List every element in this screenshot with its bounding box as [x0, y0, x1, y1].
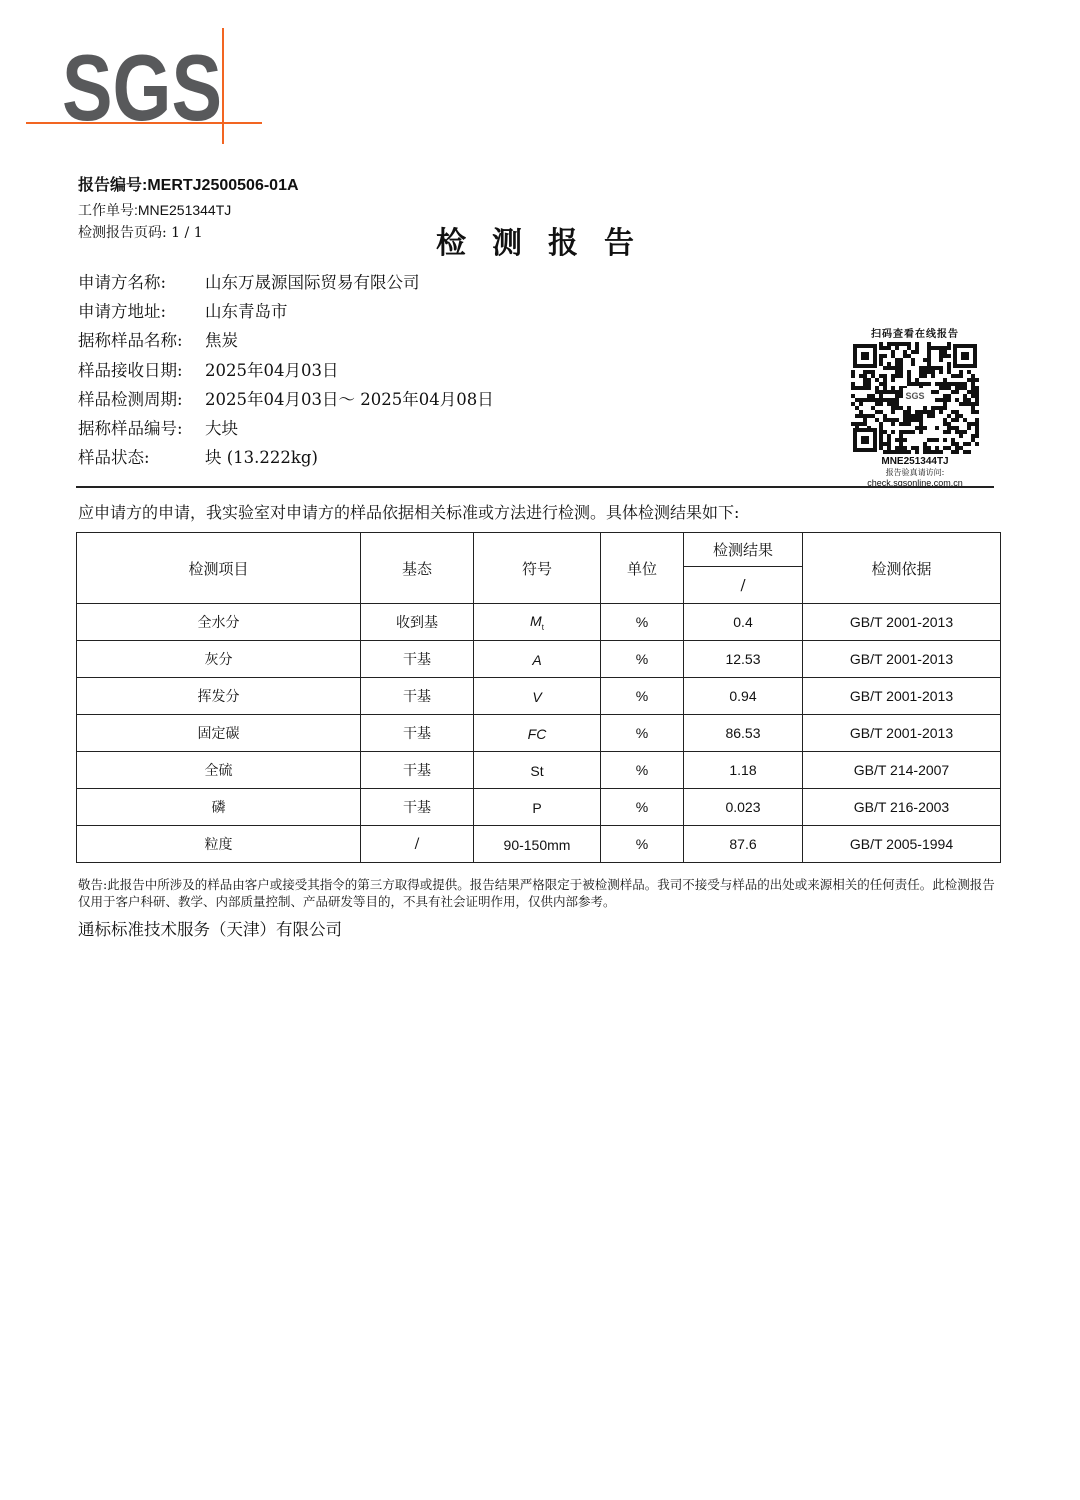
cell-item: 全硫: [77, 752, 361, 789]
col-header-item: 检测项目: [77, 533, 361, 604]
cell-method: GB/T 216-2003: [803, 789, 1001, 826]
info-value: 山东青岛市: [205, 301, 288, 321]
svg-text:SGS: SGS: [905, 391, 925, 401]
cell-result: 87.6: [684, 826, 803, 863]
qr-verification: [848, 325, 982, 488]
cell-symbol: [474, 752, 601, 789]
cell-symbol: [474, 789, 601, 826]
cell-result: 0.94: [684, 678, 803, 715]
cell-unit: %: [601, 789, 684, 826]
info-label: 申请方地址:: [78, 301, 167, 321]
results-table: [76, 532, 1001, 863]
cell-basis: 收到基: [361, 604, 474, 641]
col-header-unit: 单位: [601, 533, 684, 604]
info-row-applicant-name: [78, 266, 494, 295]
cell-result: 0.023: [684, 789, 803, 826]
info-value: 2025年04月03日～ 2025年04月08日: [205, 389, 494, 409]
symbol-text: St: [530, 762, 544, 779]
table-header-row: [77, 533, 1001, 567]
col-header-method: 检测依据: [803, 533, 1001, 604]
cell-unit: %: [601, 752, 684, 789]
cell-method: GB/T 2001-2013: [803, 678, 1001, 715]
info-value: 焦炭: [205, 331, 238, 351]
info-value: 山东万晟源国际贸易有限公司: [205, 272, 420, 292]
table-row: [77, 715, 1001, 752]
qr-caption: 扫码查看在线报告: [871, 329, 959, 340]
cell-basis: 干基: [361, 752, 474, 789]
info-row-sample-name: [78, 325, 494, 354]
cell-item: 磷: [77, 789, 361, 826]
cell-item: 粒度: [77, 826, 361, 863]
cell-basis: 干基: [361, 678, 474, 715]
intro-text: 应申请方的申请，我实验室对申请方的样品依据相关标准或方法进行检测。具体检测结果如下:: [78, 503, 740, 522]
info-value: 块 (13.222kg): [205, 448, 318, 468]
cell-unit: %: [601, 715, 684, 752]
cell-result: 86.53: [684, 715, 803, 752]
info-label: 据称样品编号:: [78, 419, 183, 439]
table-row: [77, 604, 1001, 641]
company-name: 通标标准技术服务（天津）有限公司: [78, 920, 342, 939]
cell-unit: %: [601, 678, 684, 715]
info-label: 据称样品名称:: [78, 331, 183, 351]
col-header-result: 检测结果: [684, 533, 803, 567]
cell-unit: %: [601, 826, 684, 863]
cell-symbol: [474, 715, 601, 752]
cell-basis: 干基: [361, 715, 474, 752]
qr-verify-tip: 报告验真请访问:: [885, 468, 945, 477]
symbol-subscript: t: [541, 623, 544, 633]
table-row: [77, 752, 1001, 789]
cell-item: 固定碳: [77, 715, 361, 752]
info-label: 样品检测周期:: [78, 389, 183, 409]
cell-item: 挥发分: [77, 678, 361, 715]
qr-code-icon[interactable]: [851, 342, 979, 454]
cell-unit: %: [601, 604, 684, 641]
table-row: [77, 641, 1001, 678]
info-value: 2025年04月03日: [205, 360, 339, 380]
cell-basis: 干基: [361, 641, 474, 678]
disclaimer-notice: 敬告:此报告中所涉及的样品由客户或接受其指令的第三方取得或提供。报告结果严格限定于被检测样品。我司不接受与样品的出处或来源相关的任何责任。此检测报告仅用于客户科研、教学、内部质量控制、产品研发等目的，不具有社会证明作用，仅供内部参考。: [78, 877, 995, 909]
info-row-applicant-address: [78, 295, 494, 324]
cell-item: 全水分: [77, 604, 361, 641]
svg-text:SGS: SGS: [62, 35, 222, 140]
cell-method: GB/T 2001-2013: [803, 715, 1001, 752]
report-number: 报告编号:MERTJ2500506-01A: [78, 177, 299, 194]
col-header-symbol: 符号: [474, 533, 601, 604]
col-header-basis: 基态: [361, 533, 474, 604]
cell-method: GB/T 2001-2013: [803, 641, 1001, 678]
cell-basis: /: [361, 826, 474, 863]
symbol-text: V: [532, 688, 542, 705]
qr-code-number: MNE251344TJ: [881, 456, 949, 467]
info-row-sample-number: [78, 412, 494, 441]
cell-symbol: [474, 826, 601, 863]
qr-verify-url[interactable]: check.sgsonline.com.cn: [867, 478, 963, 488]
page-number: 检测报告页码: 1 / 1: [78, 225, 203, 241]
cell-symbol: [474, 641, 601, 678]
symbol-text: P: [532, 799, 542, 816]
section-divider: [76, 486, 994, 488]
table-row: [77, 789, 1001, 826]
symbol-text: M: [530, 613, 542, 630]
cell-method: GB/T 2005-1994: [803, 826, 1001, 863]
cell-basis: 干基: [361, 789, 474, 826]
cell-method: GB/T 2001-2013: [803, 604, 1001, 641]
info-label: 申请方名称:: [78, 272, 167, 292]
sample-info: [78, 266, 494, 471]
info-row-sample-state: [78, 442, 494, 471]
cell-symbol: [474, 604, 601, 641]
col-header-result-sub: /: [684, 567, 803, 604]
symbol-text: A: [532, 651, 542, 668]
cell-result: 1.18: [684, 752, 803, 789]
symbol-text: 90-150mm: [503, 836, 571, 853]
cell-method: GB/T 214-2007: [803, 752, 1001, 789]
table-row: [77, 678, 1001, 715]
cell-result: 0.4: [684, 604, 803, 641]
work-order-number: 工作单号:MNE251344TJ: [78, 202, 232, 218]
cell-result: 12.53: [684, 641, 803, 678]
cell-symbol: [474, 678, 601, 715]
sgs-logo: [26, 28, 262, 144]
info-row-test-period: [78, 383, 494, 412]
info-row-received-date: [78, 354, 494, 383]
info-label: 样品接收日期:: [78, 360, 183, 380]
symbol-text: FC: [527, 725, 547, 742]
cell-unit: %: [601, 641, 684, 678]
info-label: 样品状态:: [78, 448, 150, 468]
page-title: 检测报告: [436, 226, 660, 261]
cell-item: 灰分: [77, 641, 361, 678]
info-value: 大块: [205, 419, 238, 439]
table-row: [77, 826, 1001, 863]
